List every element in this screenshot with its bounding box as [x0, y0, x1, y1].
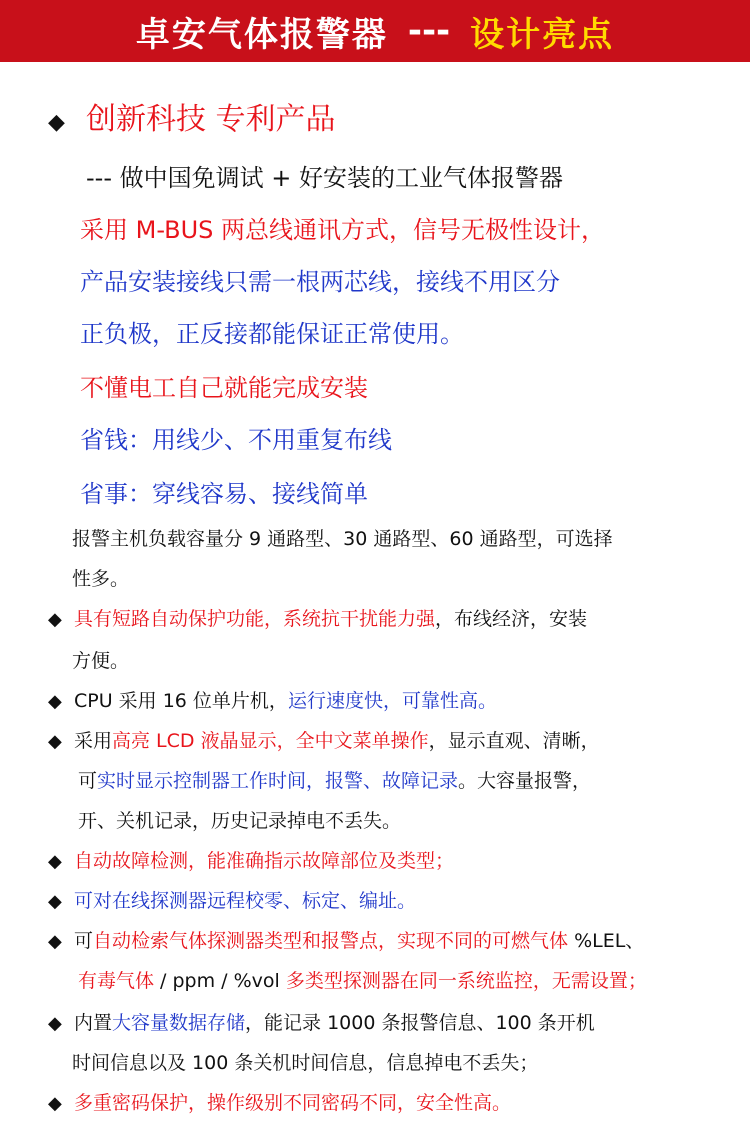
feature-line: 采用 M-BUS 两总线通讯方式，信号无极性设计，: [80, 216, 606, 244]
feature-item-cont: 可实时显示控制器工作时间，报警、故障记录。大容量报警，: [78, 770, 592, 792]
diamond-bullet-icon: ◆: [48, 110, 65, 135]
feature-item: ◆ 内置大容量数据存储，能记录 1000 条报警信息、100 条开机: [48, 1012, 595, 1034]
section-title: 创新科技 专利产品: [86, 102, 336, 137]
diamond-bullet-icon: ◆: [48, 731, 62, 752]
header-highlight: 设计亮点: [470, 14, 615, 55]
feature-item-cont: 方便。: [72, 650, 130, 672]
feature-item-cont: 时间信息以及 100 条关机时间信息，信息掉电不丢失；: [72, 1052, 539, 1074]
feature-item: ◆ 可自动检索气体探测器类型和报警点，实现不同的可燃气体 %LEL、: [48, 930, 645, 952]
feature-item: ◆ 可对在线探测器远程校零、标定、编址。: [48, 890, 417, 912]
section-subtitle: --- 做中国免调试 + 好安装的工业气体报警器: [86, 164, 563, 192]
feature-item: ◆ 自动故障检测，能准确指示故障部位及类型；: [48, 850, 455, 872]
feature-item: ◆ CPU 采用 16 位单片机，运行速度快，可靠性高。: [48, 690, 497, 712]
feature-item-cont: 开、关机记录，历史记录掉电不丢失。: [78, 810, 402, 832]
capacity-line: 性多。: [72, 568, 130, 590]
feature-item: ◆ 多重密码保护，操作级别不同密码不同，安全性高。: [48, 1092, 512, 1114]
feature-item-cont: 有毒气体 / ppm / %vol 多类型探测器在同一系统监控，无需设置；: [78, 970, 647, 992]
feature-line: 省事：穿线容易、接线简单: [80, 480, 368, 508]
diamond-bullet-icon: ◆: [48, 931, 62, 952]
capacity-line: 报警主机负载容量分 9 通路型、30 通路型、60 通路型，可选择: [72, 528, 613, 550]
feature-line: 正负极，正反接都能保证正常使用。: [80, 320, 464, 348]
feature-line: 省钱：用线少、不用重复布线: [80, 426, 392, 454]
page-header: [0, 0, 750, 62]
feature-line: 不懂电工自己就能完成安装: [80, 374, 368, 402]
diamond-bullet-icon: ◆: [48, 609, 62, 630]
header-dashes: ---: [407, 11, 451, 51]
section-title-row: [48, 94, 336, 138]
feature-item: ◆ 具有短路自动保护功能，系统抗干扰能力强，布线经济，安装: [48, 608, 588, 630]
feature-line: 产品安装接线只需一根两芯线，接线不用区分: [80, 268, 560, 296]
diamond-bullet-icon: ◆: [48, 891, 62, 912]
diamond-bullet-icon: ◆: [48, 1013, 62, 1034]
diamond-bullet-icon: ◆: [48, 851, 62, 872]
diamond-bullet-icon: ◆: [48, 691, 62, 712]
diamond-bullet-icon: ◆: [48, 1093, 62, 1114]
feature-item: ◆ 采用高亮 LCD 液晶显示，全中文菜单操作，显示直观、清晰，: [48, 730, 600, 752]
header-title: 卓安气体报警器: [135, 14, 388, 55]
